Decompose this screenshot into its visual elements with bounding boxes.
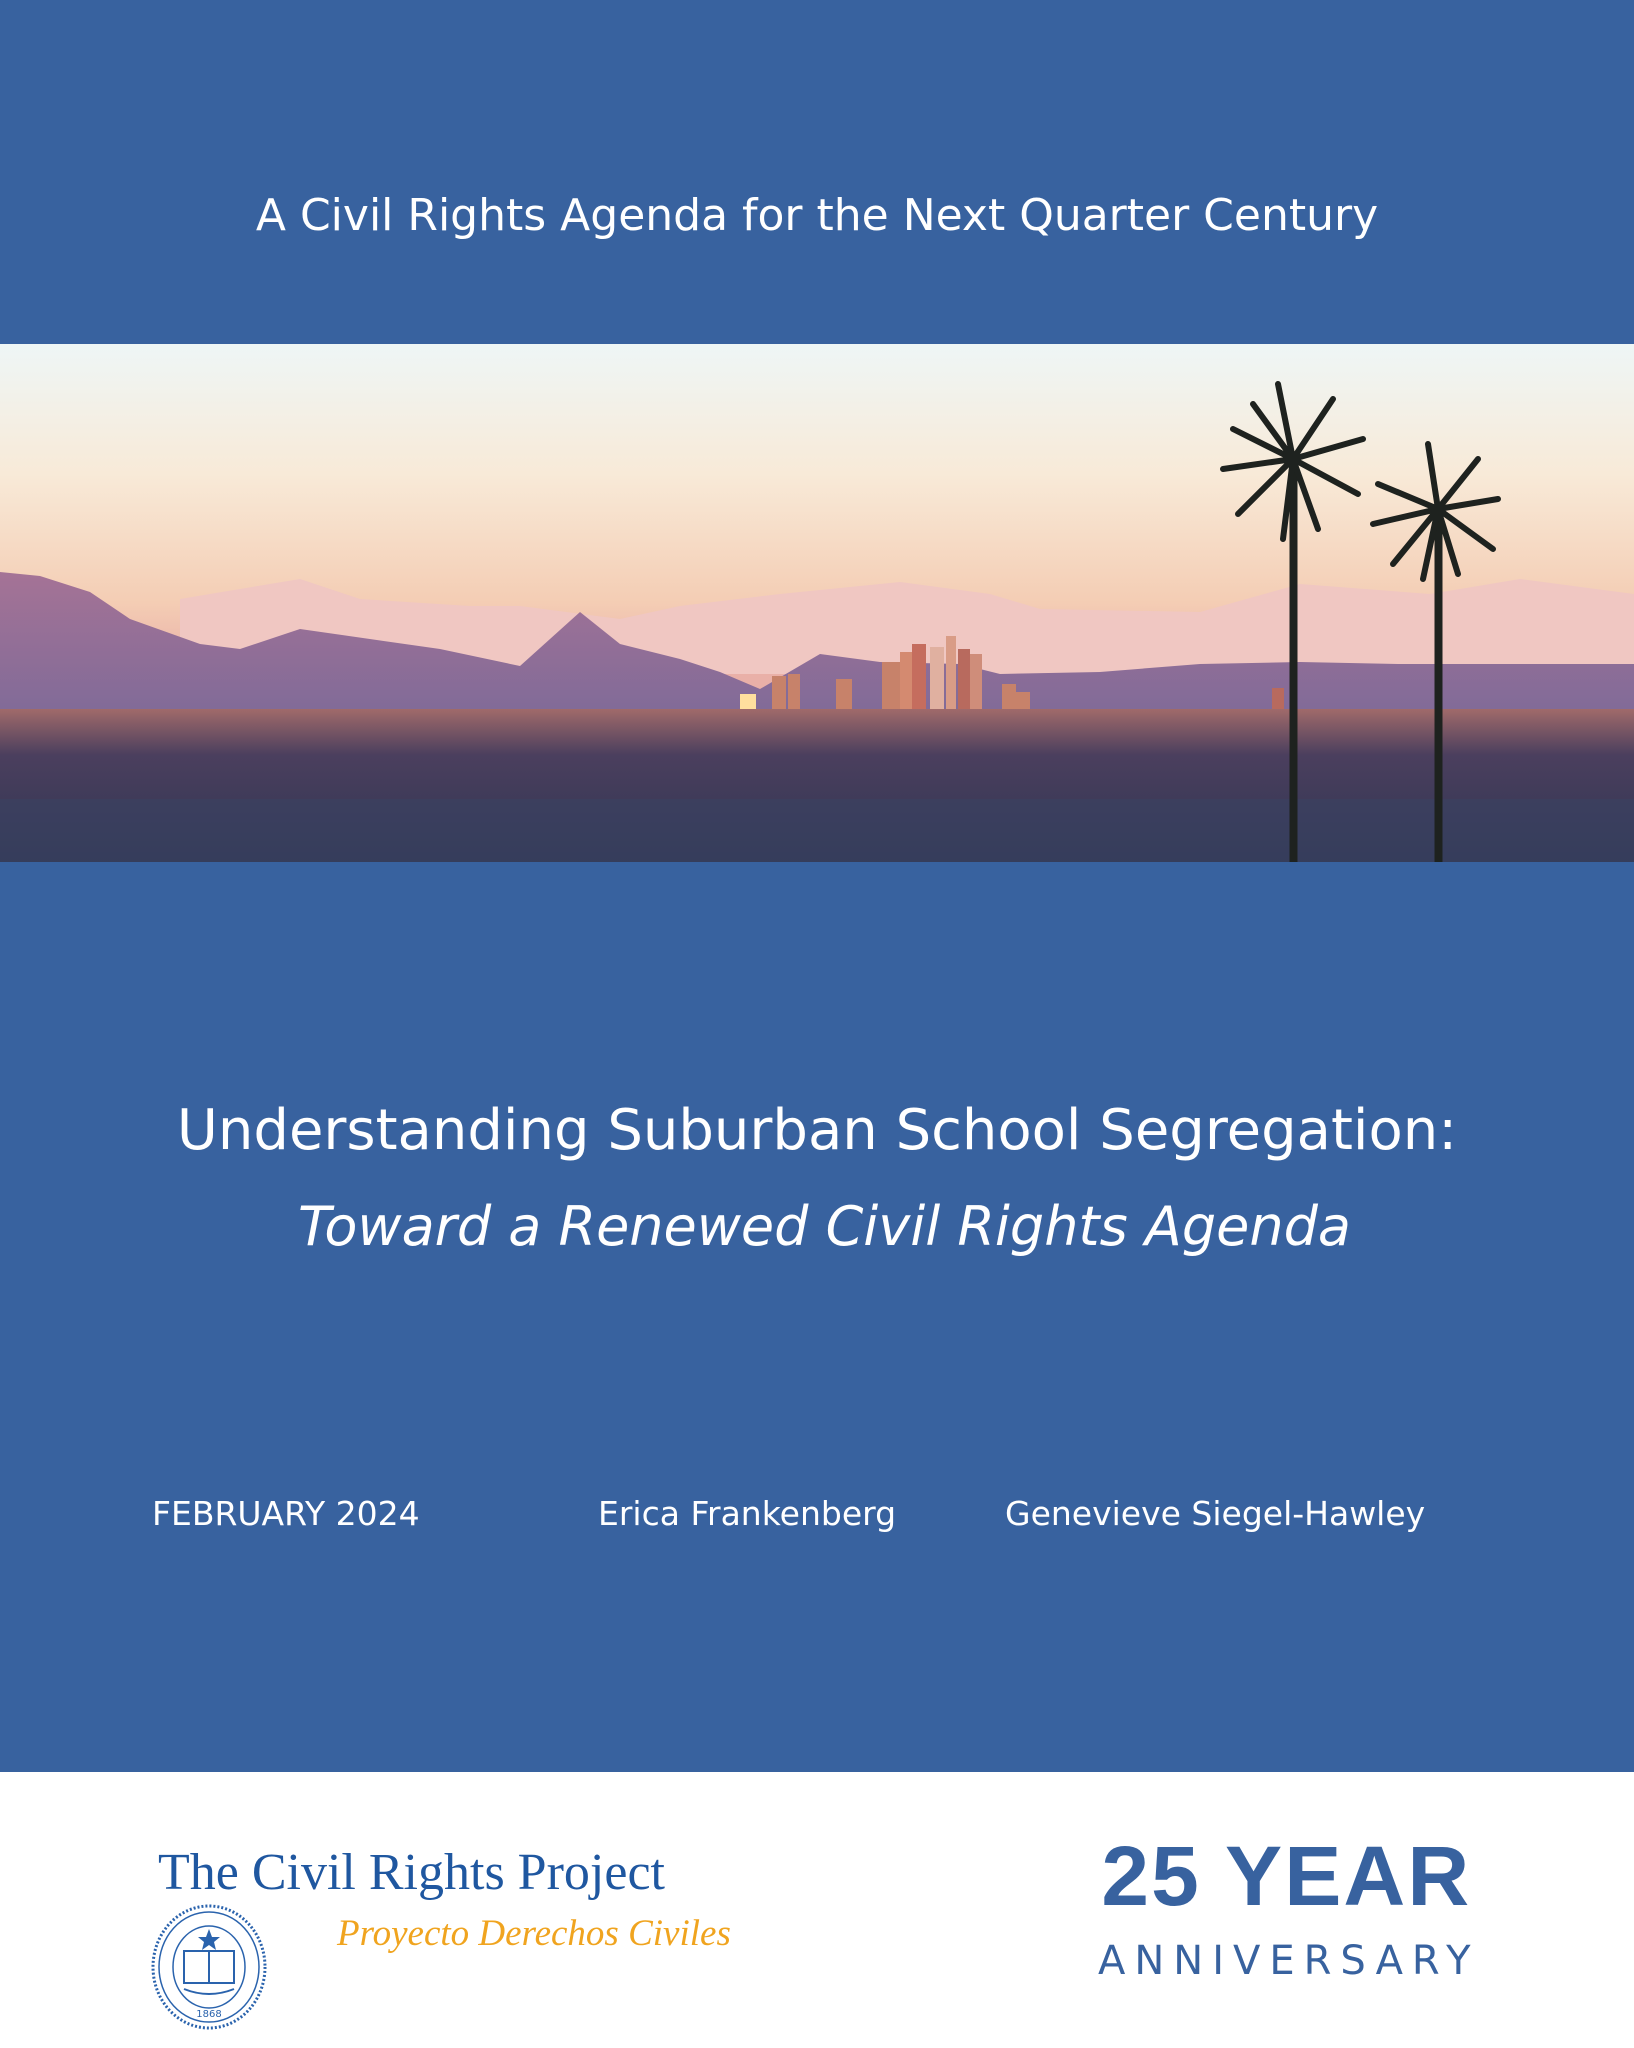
anniversary-label: ANNIVERSARY bbox=[1098, 1938, 1480, 1984]
publication-date: FEBRUARY 2024 bbox=[152, 1494, 420, 1533]
top-band bbox=[0, 0, 1634, 344]
organization-name-spanish: Proyecto Derechos Civiles bbox=[337, 1913, 731, 1954]
author-name: Erica Frankenberg bbox=[598, 1494, 897, 1533]
main-title: Understanding Suburban School Segregation: bbox=[176, 1098, 1458, 1163]
author-name: Genevieve Siegel-Hawley bbox=[1005, 1494, 1426, 1533]
cover-photo bbox=[0, 344, 1634, 862]
title-band bbox=[0, 862, 1634, 1772]
university-seal-icon bbox=[150, 1903, 268, 2031]
anniversary-number: 25 YEAR bbox=[1101, 1829, 1472, 1923]
organization-name: The Civil Rights Project bbox=[158, 1844, 665, 1901]
series-title: A Civil Rights Agenda for the Next Quarter Century bbox=[255, 190, 1379, 241]
subtitle: Toward a Renewed Civil Rights Agenda bbox=[298, 1195, 1351, 1258]
svg-text:1868: 1868 bbox=[196, 2009, 222, 2020]
